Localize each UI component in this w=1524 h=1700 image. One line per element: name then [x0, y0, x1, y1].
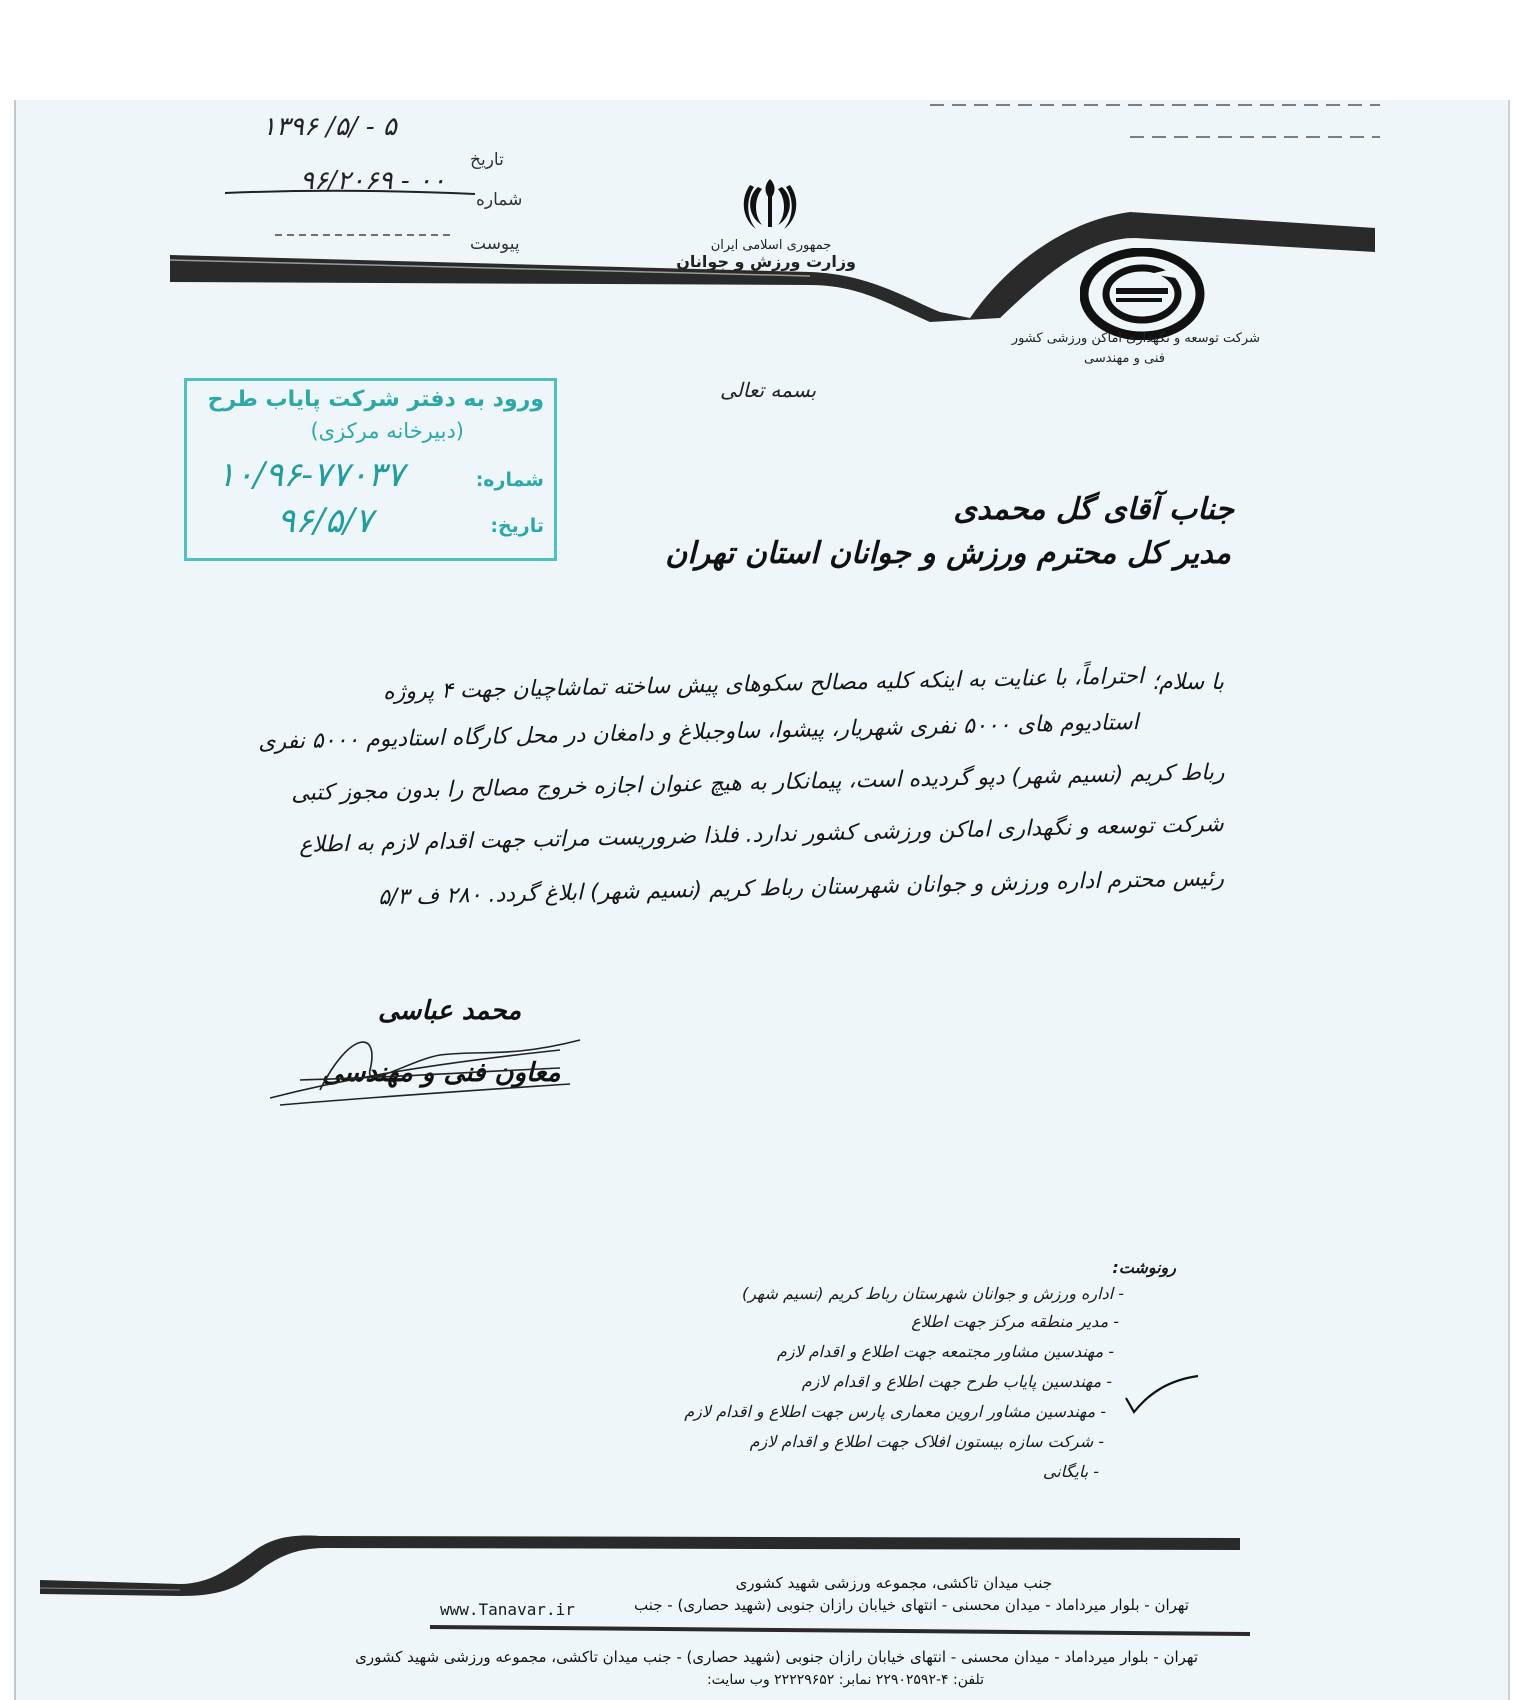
- stamp-subtitle: (دبیرخانه مرکزی): [310, 419, 464, 443]
- stamp-number-label: شماره:: [475, 469, 544, 491]
- body-line-2: استادیوم های ۵۰۰۰ نفری شهریار، پیشوا، ساوجبلاغ و دامغان در محل کارگاه استادیوم ۵۰۰۰ نفری: [258, 710, 1140, 755]
- number-label: شماره: [476, 190, 523, 210]
- sheet-right-edge: [1508, 100, 1510, 1700]
- date-value: ۱۳۹۶ /۵/ - ۵: [262, 112, 397, 142]
- footer-website[interactable]: www.Tanavar.ir: [440, 1600, 575, 1619]
- signer-name: محمد عباسی: [378, 996, 522, 1026]
- number-value: ۹۶/۲۰۶۹ - ۰۰: [300, 166, 446, 196]
- cc-label: رونوشت:: [1112, 1258, 1176, 1277]
- number-underline: [225, 188, 475, 198]
- org-name: شرکت توسعه و نگهداری اماکن ورزشی کشور: [1011, 331, 1260, 346]
- org-dept: فنی و مهندسی: [1084, 351, 1165, 366]
- stamp-date-value: ۹۶/۵/۷: [277, 501, 373, 541]
- basmala: بسمه تعالی: [720, 378, 817, 402]
- cc-item-4: - مهندسین پایاب طرح جهت اطلاع و اقدام لازم: [801, 1372, 1112, 1391]
- organization-logo-icon: [1080, 248, 1205, 340]
- body-line-4: شرکت توسعه و نگهداری اماکن ورزشی کشور ندارد. فلذا ضروریست مراتب جهت اقدام لازم به اطلاع: [299, 812, 1225, 858]
- checkmark-icon: [1120, 1372, 1200, 1416]
- cc-item-3: - مهندسین مشاور مجتمعه جهت اطلاع و اقدام لازم: [776, 1342, 1114, 1361]
- received-stamp: [184, 378, 557, 561]
- cc-item-5: - مهندسین مشاور اروین معماری پارس جهت اطلاع و اقدام لازم: [684, 1402, 1106, 1421]
- footer-address-3: تهران - بلوار میرداماد - میدان محسنی - انتهای خیابان رازان جنوبی (شهید حصاری) - جنب میدان تاکشی، مجموعه ورزشی شهید کشوری: [355, 1648, 1198, 1666]
- stamp-title: ورود به دفتر شرکت پایاب طرح: [207, 387, 544, 412]
- footer-address-1: جنب میدان تاکشی، مجموعه ورزشی شهید کشوری: [735, 1574, 1052, 1592]
- cc-item-2: - مدیر منطقه مرکز جهت اطلاع: [911, 1312, 1119, 1331]
- cc-item-7: - بایگانی: [1042, 1462, 1099, 1481]
- sheet-left-edge: [14, 100, 16, 1700]
- top-dashes: [930, 95, 1380, 145]
- ministry-line2: وزارت ورزش و جوانان: [676, 252, 856, 271]
- footer-address-2: تهران - بلوار میرداماد - میدان محسنی - انتهای خیابان رازان جنوبی (شهید حصاری) - جنب: [634, 1596, 1189, 1614]
- body-line-1: احتراماً، با عنایت به اینکه کلیه مصالح سکوهای پیش ساخته تماشاچیان جهت ۴ پروژه: [382, 664, 1145, 705]
- recipient-title: مدیر کل محترم ورزش و جوانان استان تهران: [665, 536, 1231, 571]
- body-line-5: رئیس محترم اداره ورزش و جوانان شهرستان رباط کریم (نسیم شهر) ابلاغ گردد. ۲۸۰ ف ۵/۳: [377, 866, 1225, 911]
- cc-item-1: - اداره ورزش و جوانان شهرستان رباط کریم (نسیم شهر): [742, 1284, 1124, 1303]
- stamp-date-label: تاریخ:: [490, 515, 544, 537]
- date-label: تاریخ: [470, 150, 504, 170]
- cc-item-6: - شرکت سازه بیستون افلاک جهت اطلاع و اقدام لازم: [749, 1432, 1104, 1451]
- signer-title: معاون فنی و مهندسی: [322, 1058, 561, 1088]
- greeting: با سلام؛: [1152, 670, 1224, 695]
- footer-phone: تلفن: ۴-۲۲۹۰۲۵۹۲ نمابر: ۲۲۲۲۹۶۵۲ وب سایت:: [706, 1672, 984, 1688]
- handwritten-signature: [260, 1010, 590, 1110]
- recipient-name: جناب آقای گل محمدی: [953, 492, 1234, 527]
- body-line-3: رباط کریم (نسیم شهر) دپو گردیده است، پیمانکار به هیچ عنوان اجازه خروج مصالح را بدون مجوز کتبی: [290, 760, 1225, 807]
- attachment-label: پیوست: [470, 234, 520, 254]
- stamp-number-value: ۱۰/۹۶-۷۷۰۳۷: [217, 455, 405, 495]
- ministry-line1: جمهوری اسلامی ایران: [710, 238, 832, 253]
- footer-rule: [430, 1622, 1250, 1636]
